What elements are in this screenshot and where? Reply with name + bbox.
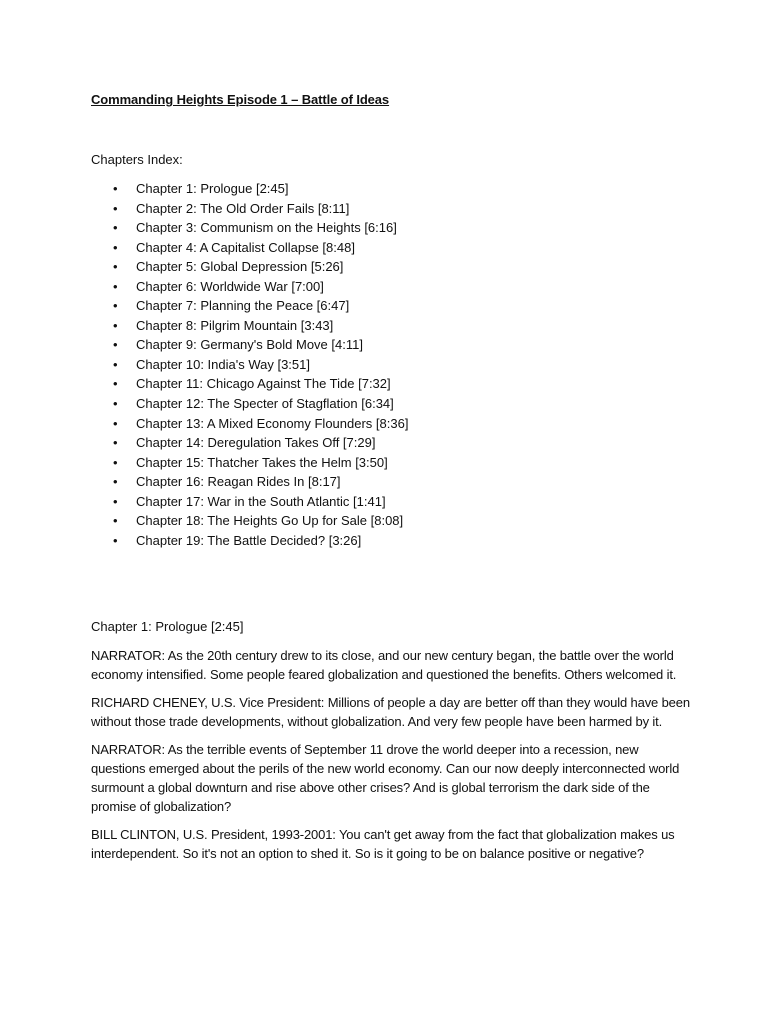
chapter-label: Chapter 13: A Mixed Economy Flounders [8:36] <box>136 415 409 431</box>
bullet-icon: • <box>113 181 118 196</box>
bullet-icon: • <box>113 337 118 353</box>
document-title: Commanding Heights Episode 1 – Battle of Ideas <box>91 92 390 107</box>
transcript-paragraph: BILL CLINTON, U.S. President, 1993-2001: You can't get away from the fact that globalization makes us interdependent. So it's not an option to shed it. So is it going to be on balance positive or negative? <box>91 827 675 861</box>
chapter-label: Chapter 19: The Battle Decided? [3:26] <box>136 532 362 548</box>
bullet-icon: • <box>113 474 118 490</box>
bullet-icon: • <box>113 454 118 470</box>
chapter-label: Chapter 5: Global Depression [5:26] <box>136 259 344 275</box>
transcript-paragraph: RICHARD CHENEY, U.S. Vice President: Millions of people a day are better off than they would have been without those trade developments, without globalization. And very few people have been harmed by it. <box>91 695 690 729</box>
transcript-body <box>91 646 691 872</box>
transcript-paragraph: NARRATOR: As the 20th century drew to its close, and our new century began, the battle over the world economy intensified. Some people feared globalization and questioned the benefits. Others welcomed it. <box>91 648 677 682</box>
chapter-label: Chapter 17: War in the South Atlantic [1:41] <box>136 493 386 509</box>
chapter-label: Chapter 1: Prologue [2:45] <box>136 181 289 196</box>
chapter-label: Chapter 11: Chicago Against The Tide [7:32] <box>136 376 391 392</box>
chapter-label: Chapter 6: Worldwide War [7:00] <box>136 278 324 294</box>
section-heading: Chapter 1: Prologue [2:45] <box>91 619 244 634</box>
chapter-label: Chapter 10: India's Way [3:51] <box>136 356 310 372</box>
bullet-icon: • <box>113 298 118 314</box>
bullet-icon: • <box>113 239 118 255</box>
bullet-icon: • <box>113 200 118 216</box>
chapters-index-heading: Chapters Index: <box>91 152 183 167</box>
chapter-label: Chapter 14: Deregulation Takes Off [7:29] <box>136 435 376 451</box>
transcript-paragraph: NARRATOR: As the terrible events of September 11 drove the world deeper into a recession, new questions emerged about the perils of the new world economy. Can our now deeply interconnected world surmount a global downturn and rise above other crises? And is global terrorism the dark side of the promise of globalization? <box>91 742 680 814</box>
bullet-icon: • <box>113 317 118 333</box>
bullet-icon: • <box>113 532 118 548</box>
bullet-icon: • <box>113 513 118 529</box>
chapter-label: Chapter 12: The Specter of Stagflation [6:34] <box>136 396 394 412</box>
bullet-icon: • <box>113 259 118 275</box>
chapter-label: Chapter 18: The Heights Go Up for Sale [8:08] <box>136 513 404 529</box>
chapter-label: Chapter 16: Reagan Rides In [8:17] <box>136 474 341 490</box>
chapter-label: Chapter 15: Thatcher Takes the Helm [3:50] <box>136 454 388 470</box>
bullet-icon: • <box>113 278 118 294</box>
bullet-icon: • <box>113 435 118 451</box>
bullet-icon: • <box>113 396 118 412</box>
chapter-label: Chapter 7: Planning the Peace [6:47] <box>136 298 350 314</box>
bullet-icon: • <box>113 415 118 431</box>
chapter-label: Chapter 9: Germany's Bold Move [4:11] <box>136 337 363 353</box>
bullet-icon: • <box>113 220 118 236</box>
chapter-label: Chapter 2: The Old Order Fails [8:11] <box>136 200 350 216</box>
chapter-label: Chapter 8: Pilgrim Mountain [3:43] <box>136 317 334 333</box>
bullet-icon: • <box>113 356 118 372</box>
chapter-label: Chapter 4: A Capitalist Collapse [8:48] <box>136 239 355 255</box>
bullet-icon: • <box>113 376 118 392</box>
chapter-label: Chapter 3: Communism on the Heights [6:16] <box>136 220 397 236</box>
bullet-icon: • <box>113 493 118 509</box>
